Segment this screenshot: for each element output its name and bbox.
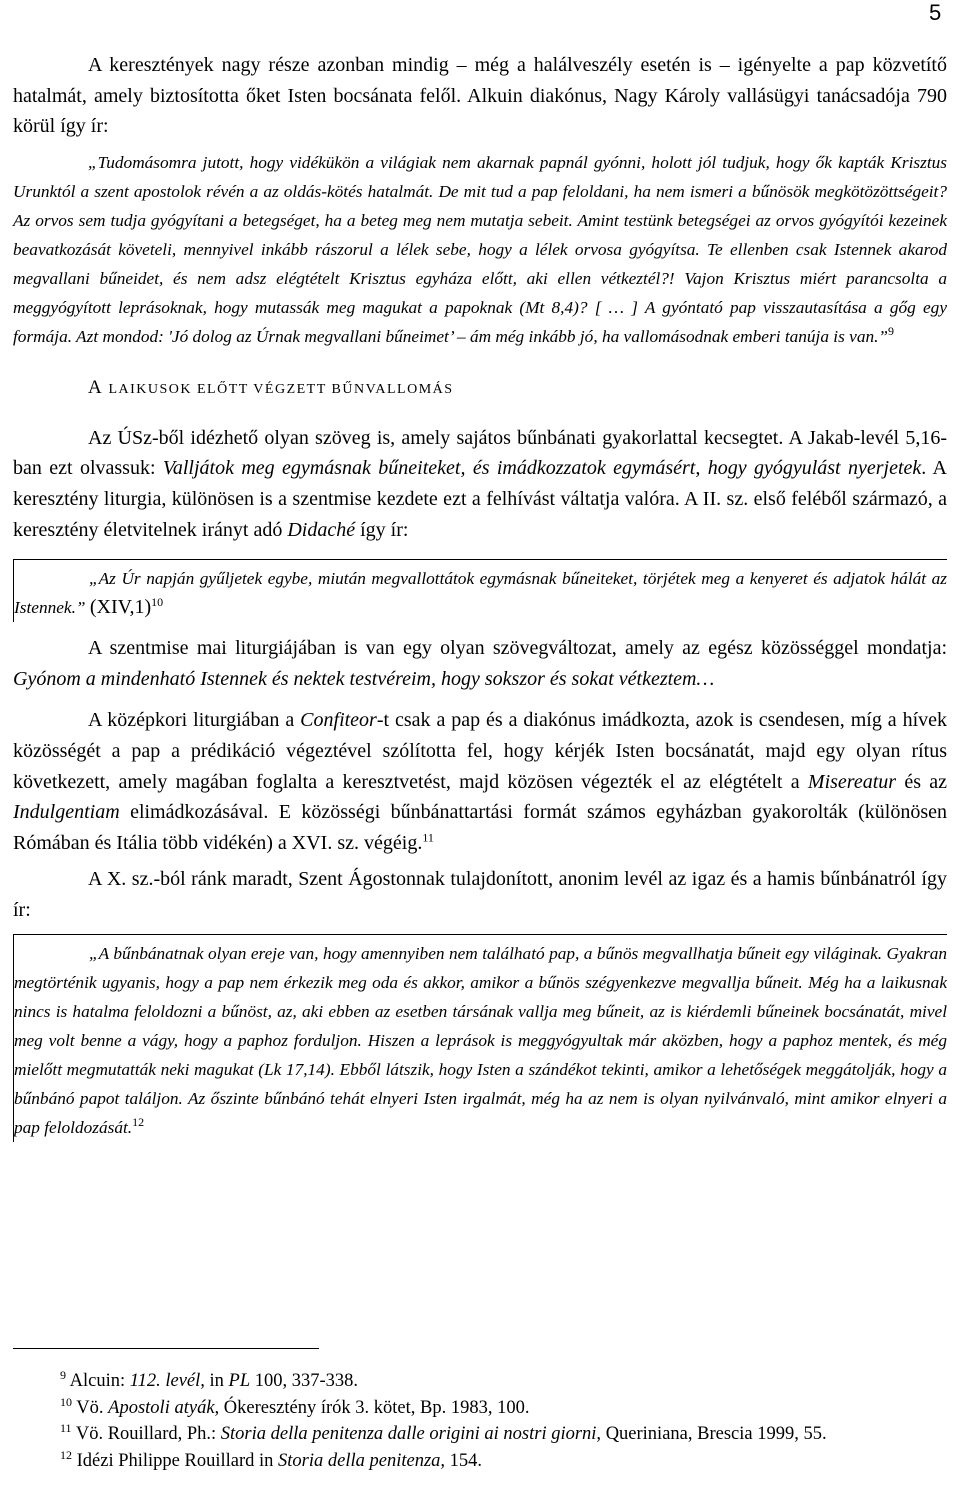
heading-text: LAIKUSOK ELŐTT VÉGZETT BŰNVALLOMÁS (108, 381, 454, 397)
footnote-9 (13, 1368, 947, 1395)
footnote-12 (13, 1448, 947, 1475)
footnote-text: Ókeresztény írók 3. kötet, Bp. 1983, 100. (219, 1397, 530, 1418)
p2-jakab-quote: Valljátok meg egymásnak bűneiteket, és imádkozzatok egymásért, hogy gyógyulást nyerjetek (162, 457, 922, 480)
p2-didache: Didaché (287, 518, 356, 541)
p3-confiteor-text: Gyónom a mindenható Istennek és nektek testvéreim, hogy sokszor és sokat vétkeztem… (13, 667, 715, 690)
paragraph-5: A X. sz.-ból ránk maradt, Szent Ágostonnak tulajdonított, anonim levél az igaz és a hamis bűnbánatról így ír: (13, 868, 947, 921)
p4-misereatur: Misereatur (807, 770, 897, 793)
footnote-ref-10[interactable]: 10 (151, 595, 164, 610)
p3-text-1: A szentmise mai liturgiájában is van egy olyan szövegváltozat, amely az egész közösséggel mondatja: (88, 637, 947, 660)
page-number: 5 (929, 0, 942, 25)
quote-letter-text: „A bűnbánatnak olyan ereje van, hogy amennyiben nem található pap, a bűnös megvallhatja bűneit egy világinak. Gyakran megtörténik ugyanis, hogy a pap nem érkezik meg oda és akkor, amikor a bűnös szégyenkezve megvallja bűneit. Még ha a laikusnak nincs is hatalma feloldozni a bűnöst, az, aki ebben az esetben társának vallja meg bűneit, az is kiérdemli bűneinek bocsánatát, mivel meg volt benne a vágy, hogy a paphoz forduljon. Hiszen a leprások is meggyógyultak már aközben, hogy a paphoz mentek, és még mielőtt megmutatták neki magukat (Lk 17,14). Ebből látszik, hogy Isten a szándékot tekinti, amikor a lehetőségek meggátolják, hogy a bűnbánó papot találjon. Az őszinte bűnbánó tehát elnyeri Isten irgalmát, még ha az nem is olyan nyilvánvaló, mint amikor elnyeri a pap feloldozását. (14, 943, 947, 1137)
footnotes (13, 1368, 947, 1474)
p4-text-4: elimádkozásával. E közösségi bűnbánattartási formát számos egyházban gyakorolták (különösen Rómában és Itália több vidékén) a XVI. sz. végéig. (13, 801, 947, 854)
p2-text-1: Az ÚSz-ből idézhető olyan szöveg is, amely sajátos bűnbánati gyakorlattal kecsegtet. A Jakab-levél 5,16-ban ezt olvassuk: (13, 426, 947, 480)
quote-alcuin-text: „Tudomásomra jutott, hogy vidékükön a világiak nem akarnak papnál gyónni, holott jól tudjuk, hogy ők kapták Krisztus Urunktól a szent apostolok révén a az oldás-kötés hatalmát. De mit tud a pap feloldani, ha nem ismeri a bűnösök megkötözöttségeit? Az orvos sem tudja gyógyítani a betegséget, ha a beteg meg nem mutatja sebeit. Amint testünk betegségei az orvos gyógyítói kezeinek beavatkozását követeli, mennyivel inkább rászorul a lélek sebe, hogy a lélek orvosa gyógyítsa. Te ellenben csak Istennek akarod megvallani bűneidet, és nem adsz elégtételt Krisztus egyháza előtt, aki ellen vétkeztél?! Vajon Krisztus miért parancsolta a meggyógyított leprásoknak, hogy mutassák meg magukat a papoknak (Mt 8,4)? [ … ] A gyóntató pap visszautasítása a gőg egy formája. Azt mondod: 'Jó dolog az Úrnak megvallani bűneimet’ – ám még inkább jó, ha vallomásodnak emberi tanúja is van.” (13, 152, 947, 346)
footnote-text: in (204, 1371, 229, 1391)
footnote-ref-11[interactable]: 11 (422, 830, 434, 845)
p2-text-3: így ír: (355, 518, 409, 541)
footnote-text: Queriniana, Brescia 1999, 55. (601, 1424, 827, 1444)
quote-alcuin (13, 148, 947, 351)
footnote-italic: PL (228, 1371, 251, 1391)
quote-didache-text: „Az Úr napján gyűljetek egybe, miután megvallottátok egymásnak bűneiteket, törjétek meg a kenyeret és adjatok hálát az Istennek.” (14, 569, 947, 618)
footnote-ref-9[interactable]: 9 (888, 324, 895, 339)
paragraph-3 (13, 633, 947, 694)
footnote-10 (13, 1395, 947, 1422)
footnote-italic: 112. levél, (129, 1371, 205, 1391)
p4-confiteor: Confiteor (300, 709, 377, 732)
p4-text-1: A középkori liturgiában a (88, 709, 301, 732)
footnote-11 (13, 1421, 947, 1448)
footnote-number: 11 (60, 1420, 72, 1435)
footnote-italic: Apostoli atyák, (108, 1397, 220, 1418)
footnote-ref-12[interactable]: 12 (132, 1114, 145, 1129)
p2-text-2: . A keresztény liturgia, különösen is a szentmise kezdete ezt a felhívást váltatja valóra. A II. sz. első feléből származó, a keresztény életvitelnek irányt adó (13, 457, 947, 541)
footnote-text: 154. (445, 1450, 483, 1471)
quote-didache (13, 559, 947, 622)
p4-text-3: és az (896, 770, 947, 793)
paragraph-1: A keresztények nagy része azonban mindig – még a halálveszély esetén is – igényelte a pap közvetítő hatalmát, amely biztosította őket Isten bocsánata felől. Alkuin diakónus, Nagy Károly vallásügyi tanácsadója 790 körül így ír: (13, 54, 947, 138)
footnote-text: Idézi Philippe Rouillard in (76, 1450, 279, 1471)
page-body (13, 50, 947, 1142)
footnote-text: 100, 337-338. (250, 1371, 359, 1391)
footnote-number: 10 (60, 1394, 72, 1409)
p4-text-2: -t csak a pap és a diakónus imádkozta, azok is csendesen, míg a hívek közösségét a pap a prédikáció végeztével szólította fel, hogy kérjék Isten bocsánatát, majd egy olyan rítus következett, amely magában foglalta a keresztvetést, majd közösen végezték el az elégtételt a (13, 709, 948, 793)
footnote-separator (13, 1348, 319, 1349)
footnote-italic: Storia della penitenza, (278, 1450, 446, 1471)
quote-didache-ref: (XIV,1) (89, 596, 152, 619)
footnote-text: Vö. (76, 1397, 109, 1418)
paragraph-4 (13, 705, 947, 858)
quote-letter (13, 934, 947, 1142)
footnote-number: 12 (60, 1447, 72, 1462)
footnote-italic: Storia della penitenza dalle origini ai nostri giorni, (220, 1424, 602, 1444)
footnote-text: Vö. Rouillard, Ph.: (75, 1424, 221, 1444)
p4-indulgentiam: Indulgentiam (13, 801, 120, 824)
paragraph-2 (13, 423, 947, 545)
heading-initial: A (88, 376, 103, 398)
section-heading (88, 375, 947, 403)
footnote-text: Alcuin: (69, 1371, 130, 1391)
footnote-number: 9 (60, 1367, 66, 1382)
